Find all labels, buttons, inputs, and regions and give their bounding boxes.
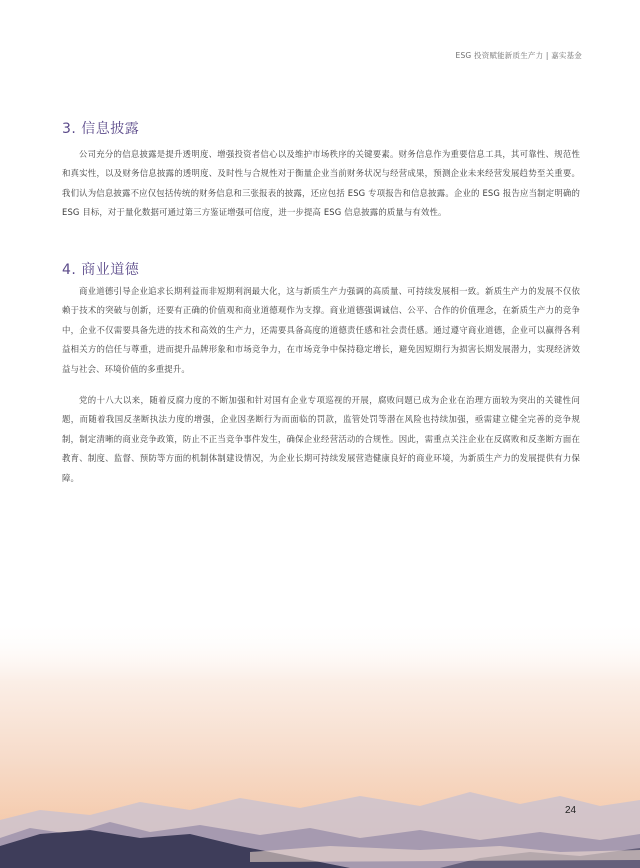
page-number: 24 bbox=[565, 805, 577, 816]
paragraph-disclosure: 公司充分的信息披露是提升透明度、增强投资者信心以及维护市场秩序的关键要素。财务信息作为重要信息工具，其可靠性、规范性和真实性，以及财务信息披露的透明度、及时性与合规性对于衡量企业当前财务状况与经营成果，预测企业未来经营发展趋势至关重要。我们认为信息披露不应仅包括传统的财务信息和三张报表的披露，还应包括 ESG 专项报告和信息披露。企业的 ESG 报告应当制定明确的 ESG 目标，对于量化数据可通过第三方鉴证增强可信度，进一步提高 ESG 信息披露的质量与有效性。 bbox=[62, 149, 580, 218]
paragraph-business-ethics-1: 商业道德引导企业追求长期利益而非短期利润最大化，这与新质生产力强调的高质量、可持续发展相一致。新质生产力的发展不仅依赖于技术的突破与创新，还要有正确的价值观和商业道德观作为支撑。商业道德强调诚信、公平、合作的价值理念，在新质生产力的竞争中，企业不仅需要具备先进的技术和高效的生产力，还需要具备高度的道德责任感和社会责任感。通过遵守商业道德，企业可以赢得各利益相关方的信任与尊重，进而提升品牌形象和市场竞争力，在市场竞争中保持稳定增长，避免因短期行为损害长期发展潜力，实现经济效益与社会、环境价值的多重提升。 bbox=[62, 286, 580, 374]
mountain-sunset-background bbox=[0, 620, 640, 868]
running-header: ESG 投资赋能新质生产力 | 嘉实基金 bbox=[455, 51, 582, 60]
section-heading-disclosure: 3. 信息披露 bbox=[62, 121, 140, 137]
paragraph-business-ethics-2: 党的十八大以来，随着反腐力度的不断加强和针对国有企业专项巡视的开展，腐败问题已成为企业在治理方面较为突出的关键性问题，而随着我国反垄断执法力度的增强，企业因垄断行为而面临的罚款，监管处罚等潜在风险也持续加强，亟需建立健全完善的竞争规制，制定清晰的商业竞争政策，防止不正当竞争事件发生，确保企业经营活动的合规性。因此，需重点关注企业在反腐败和反垄断方面在教育、制度、监督、预防等方面的机制体制建设情况，为企业长期可持续发展营造健康良好的商业环境，为新质生产力的发展提供有力保障。 bbox=[62, 395, 580, 483]
section-heading-business-ethics: 4. 商业道德 bbox=[62, 262, 140, 278]
